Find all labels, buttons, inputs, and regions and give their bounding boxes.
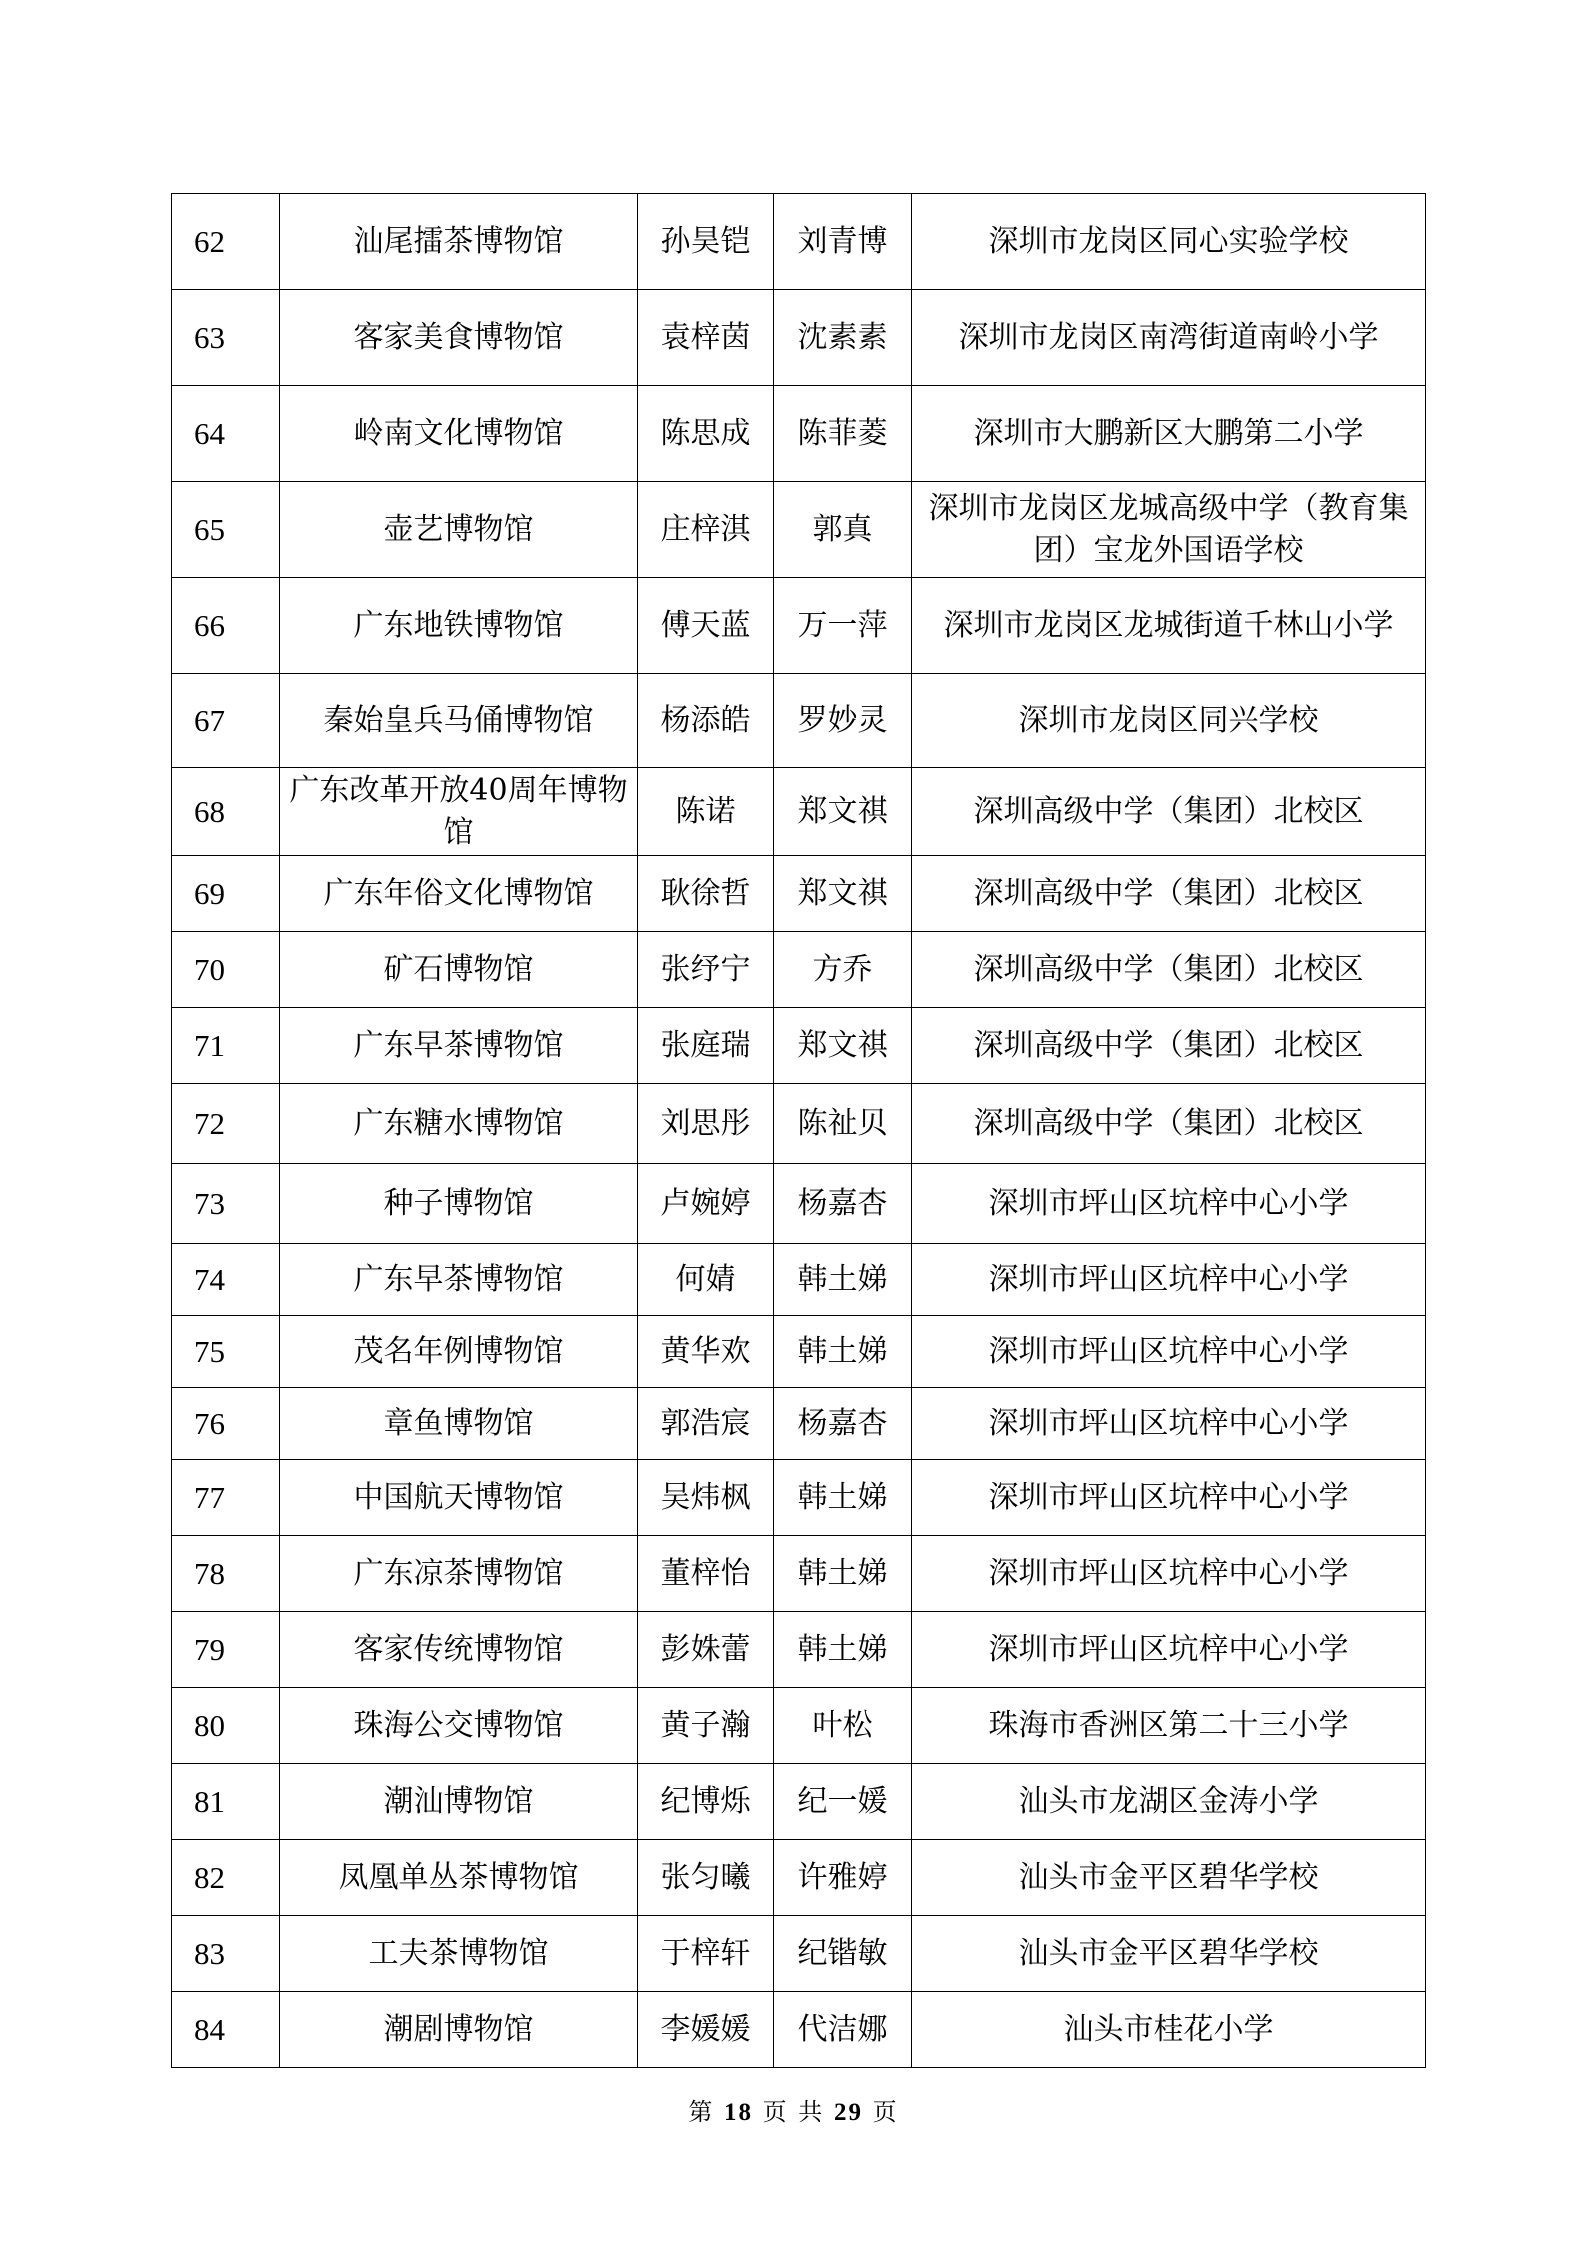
cell-school: 深圳高级中学（集团）北校区 bbox=[912, 1008, 1426, 1084]
cell-teacher: 方乔 bbox=[774, 932, 912, 1008]
table-row bbox=[172, 768, 1426, 856]
cell-number: 72 bbox=[172, 1084, 280, 1164]
table-row bbox=[172, 1840, 1426, 1916]
footer-prefix: 第 bbox=[688, 2098, 715, 2126]
cell-student: 庄梓淇 bbox=[638, 482, 774, 578]
cell-number: 80 bbox=[172, 1688, 280, 1764]
cell-teacher: 刘青博 bbox=[774, 194, 912, 290]
cell-student: 李媛媛 bbox=[638, 1992, 774, 2068]
cell-number: 81 bbox=[172, 1764, 280, 1840]
cell-teacher: 沈素素 bbox=[774, 290, 912, 386]
table-row bbox=[172, 674, 1426, 768]
cell-student: 卢婉婷 bbox=[638, 1164, 774, 1244]
cell-student: 袁梓茵 bbox=[638, 290, 774, 386]
cell-museum: 广东改革开放40周年博物馆 bbox=[280, 768, 638, 856]
cell-teacher: 陈祉贝 bbox=[774, 1084, 912, 1164]
cell-school: 深圳高级中学（集团）北校区 bbox=[912, 768, 1426, 856]
cell-museum: 潮汕博物馆 bbox=[280, 1764, 638, 1840]
cell-number: 65 bbox=[172, 482, 280, 578]
cell-number: 75 bbox=[172, 1316, 280, 1388]
cell-teacher: 叶松 bbox=[774, 1688, 912, 1764]
cell-student: 孙昊铠 bbox=[638, 194, 774, 290]
cell-school: 深圳市坪山区坑梓中心小学 bbox=[912, 1460, 1426, 1536]
cell-teacher: 韩土娣 bbox=[774, 1244, 912, 1316]
cell-number: 62 bbox=[172, 194, 280, 290]
table-row bbox=[172, 386, 1426, 482]
cell-museum: 种子博物馆 bbox=[280, 1164, 638, 1244]
table-row bbox=[172, 1084, 1426, 1164]
cell-student: 耿徐哲 bbox=[638, 856, 774, 932]
cell-school: 深圳高级中学（集团）北校区 bbox=[912, 1084, 1426, 1164]
cell-museum: 岭南文化博物馆 bbox=[280, 386, 638, 482]
cell-number: 68 bbox=[172, 768, 280, 856]
cell-museum: 潮剧博物馆 bbox=[280, 1992, 638, 2068]
cell-number: 77 bbox=[172, 1460, 280, 1536]
cell-teacher: 杨嘉杏 bbox=[774, 1388, 912, 1460]
cell-museum: 凤凰单丛茶博物馆 bbox=[280, 1840, 638, 1916]
cell-school: 汕头市桂花小学 bbox=[912, 1992, 1426, 2068]
cell-teacher: 韩土娣 bbox=[774, 1612, 912, 1688]
footer-suffix: 页 bbox=[872, 2098, 899, 2126]
cell-museum: 客家美食博物馆 bbox=[280, 290, 638, 386]
award-list-table bbox=[171, 193, 1426, 2068]
cell-school: 汕头市金平区碧华学校 bbox=[912, 1916, 1426, 1992]
table-row bbox=[172, 1388, 1426, 1460]
cell-student: 张纾宁 bbox=[638, 932, 774, 1008]
cell-student: 纪博烁 bbox=[638, 1764, 774, 1840]
cell-number: 71 bbox=[172, 1008, 280, 1084]
cell-museum: 矿石博物馆 bbox=[280, 932, 638, 1008]
cell-museum: 客家传统博物馆 bbox=[280, 1612, 638, 1688]
cell-teacher: 陈菲菱 bbox=[774, 386, 912, 482]
table-row bbox=[172, 856, 1426, 932]
cell-student: 张庭瑞 bbox=[638, 1008, 774, 1084]
cell-teacher: 韩土娣 bbox=[774, 1460, 912, 1536]
cell-student: 杨添皓 bbox=[638, 674, 774, 768]
cell-museum: 广东糖水博物馆 bbox=[280, 1084, 638, 1164]
table-row bbox=[172, 1008, 1426, 1084]
cell-school: 汕头市龙湖区金涛小学 bbox=[912, 1764, 1426, 1840]
cell-number: 63 bbox=[172, 290, 280, 386]
cell-teacher: 纪锴敏 bbox=[774, 1916, 912, 1992]
cell-teacher: 杨嘉杏 bbox=[774, 1164, 912, 1244]
cell-school: 深圳市龙岗区龙城街道千林山小学 bbox=[912, 578, 1426, 674]
table-row bbox=[172, 1916, 1426, 1992]
cell-student: 傅天蓝 bbox=[638, 578, 774, 674]
cell-student: 陈思成 bbox=[638, 386, 774, 482]
cell-school: 深圳市龙岗区南湾街道南岭小学 bbox=[912, 290, 1426, 386]
cell-number: 70 bbox=[172, 932, 280, 1008]
cell-museum: 广东凉茶博物馆 bbox=[280, 1536, 638, 1612]
cell-teacher: 韩土娣 bbox=[774, 1536, 912, 1612]
table-row bbox=[172, 194, 1426, 290]
cell-museum: 秦始皇兵马俑博物馆 bbox=[280, 674, 638, 768]
cell-school: 深圳市坪山区坑梓中心小学 bbox=[912, 1612, 1426, 1688]
cell-school: 深圳高级中学（集团）北校区 bbox=[912, 856, 1426, 932]
cell-museum: 广东年俗文化博物馆 bbox=[280, 856, 638, 932]
cell-number: 66 bbox=[172, 578, 280, 674]
cell-teacher: 郭真 bbox=[774, 482, 912, 578]
cell-number: 84 bbox=[172, 1992, 280, 2068]
cell-school: 深圳高级中学（集团）北校区 bbox=[912, 932, 1426, 1008]
cell-museum: 壶艺博物馆 bbox=[280, 482, 638, 578]
cell-school: 深圳市龙岗区同心实验学校 bbox=[912, 194, 1426, 290]
cell-student: 陈诺 bbox=[638, 768, 774, 856]
cell-number: 74 bbox=[172, 1244, 280, 1316]
cell-number: 67 bbox=[172, 674, 280, 768]
cell-teacher: 罗妙灵 bbox=[774, 674, 912, 768]
cell-number: 83 bbox=[172, 1916, 280, 1992]
cell-student: 刘思彤 bbox=[638, 1084, 774, 1164]
page-footer bbox=[0, 2092, 1587, 2127]
cell-teacher: 许雅婷 bbox=[774, 1840, 912, 1916]
cell-museum: 茂名年例博物馆 bbox=[280, 1316, 638, 1388]
cell-museum: 汕尾擂茶博物馆 bbox=[280, 194, 638, 290]
current-page-number: 18 bbox=[724, 2099, 754, 2126]
cell-school: 深圳市坪山区坑梓中心小学 bbox=[912, 1164, 1426, 1244]
table-body bbox=[172, 194, 1426, 2068]
cell-museum: 中国航天博物馆 bbox=[280, 1460, 638, 1536]
cell-teacher: 郑文祺 bbox=[774, 856, 912, 932]
table-row bbox=[172, 578, 1426, 674]
table-row bbox=[172, 1536, 1426, 1612]
cell-student: 吴炜枫 bbox=[638, 1460, 774, 1536]
cell-school: 汕头市金平区碧华学校 bbox=[912, 1840, 1426, 1916]
table-row bbox=[172, 1244, 1426, 1316]
cell-number: 64 bbox=[172, 386, 280, 482]
cell-teacher: 郑文祺 bbox=[774, 768, 912, 856]
table-row bbox=[172, 290, 1426, 386]
cell-museum: 广东早茶博物馆 bbox=[280, 1244, 638, 1316]
table-row bbox=[172, 1688, 1426, 1764]
cell-number: 82 bbox=[172, 1840, 280, 1916]
cell-number: 79 bbox=[172, 1612, 280, 1688]
cell-student: 张匀曦 bbox=[638, 1840, 774, 1916]
cell-school: 深圳市坪山区坑梓中心小学 bbox=[912, 1244, 1426, 1316]
cell-school: 深圳市坪山区坑梓中心小学 bbox=[912, 1536, 1426, 1612]
cell-number: 73 bbox=[172, 1164, 280, 1244]
cell-school: 深圳市坪山区坑梓中心小学 bbox=[912, 1388, 1426, 1460]
table-row bbox=[172, 1612, 1426, 1688]
cell-museum: 广东地铁博物馆 bbox=[280, 578, 638, 674]
cell-student: 于梓轩 bbox=[638, 1916, 774, 1992]
cell-museum: 广东早茶博物馆 bbox=[280, 1008, 638, 1084]
table-row bbox=[172, 1764, 1426, 1840]
cell-teacher: 韩土娣 bbox=[774, 1316, 912, 1388]
cell-number: 76 bbox=[172, 1388, 280, 1460]
cell-school: 珠海市香洲区第二十三小学 bbox=[912, 1688, 1426, 1764]
cell-museum: 章鱼博物馆 bbox=[280, 1388, 638, 1460]
table-row bbox=[172, 932, 1426, 1008]
cell-teacher: 郑文祺 bbox=[774, 1008, 912, 1084]
cell-school: 深圳市坪山区坑梓中心小学 bbox=[912, 1316, 1426, 1388]
table-row bbox=[172, 1164, 1426, 1244]
cell-number: 78 bbox=[172, 1536, 280, 1612]
cell-teacher: 纪一媛 bbox=[774, 1764, 912, 1840]
table-row bbox=[172, 1460, 1426, 1536]
cell-school: 深圳市龙岗区龙城高级中学（教育集团）宝龙外国语学校 bbox=[912, 482, 1426, 578]
table-row bbox=[172, 1316, 1426, 1388]
cell-number: 69 bbox=[172, 856, 280, 932]
cell-teacher: 万一萍 bbox=[774, 578, 912, 674]
cell-student: 黄子瀚 bbox=[638, 1688, 774, 1764]
cell-student: 何婧 bbox=[638, 1244, 774, 1316]
cell-school: 深圳市大鹏新区大鹏第二小学 bbox=[912, 386, 1426, 482]
cell-teacher: 代洁娜 bbox=[774, 1992, 912, 2068]
cell-student: 黄华欢 bbox=[638, 1316, 774, 1388]
cell-student: 董梓怡 bbox=[638, 1536, 774, 1612]
table-row bbox=[172, 482, 1426, 578]
footer-middle: 页 共 bbox=[762, 2098, 825, 2126]
cell-student: 彭姝蕾 bbox=[638, 1612, 774, 1688]
cell-school: 深圳市龙岗区同兴学校 bbox=[912, 674, 1426, 768]
cell-museum: 工夫茶博物馆 bbox=[280, 1916, 638, 1992]
table-row bbox=[172, 1992, 1426, 2068]
cell-student: 郭浩宸 bbox=[638, 1388, 774, 1460]
total-pages-number: 29 bbox=[833, 2099, 863, 2126]
cell-museum: 珠海公交博物馆 bbox=[280, 1688, 638, 1764]
